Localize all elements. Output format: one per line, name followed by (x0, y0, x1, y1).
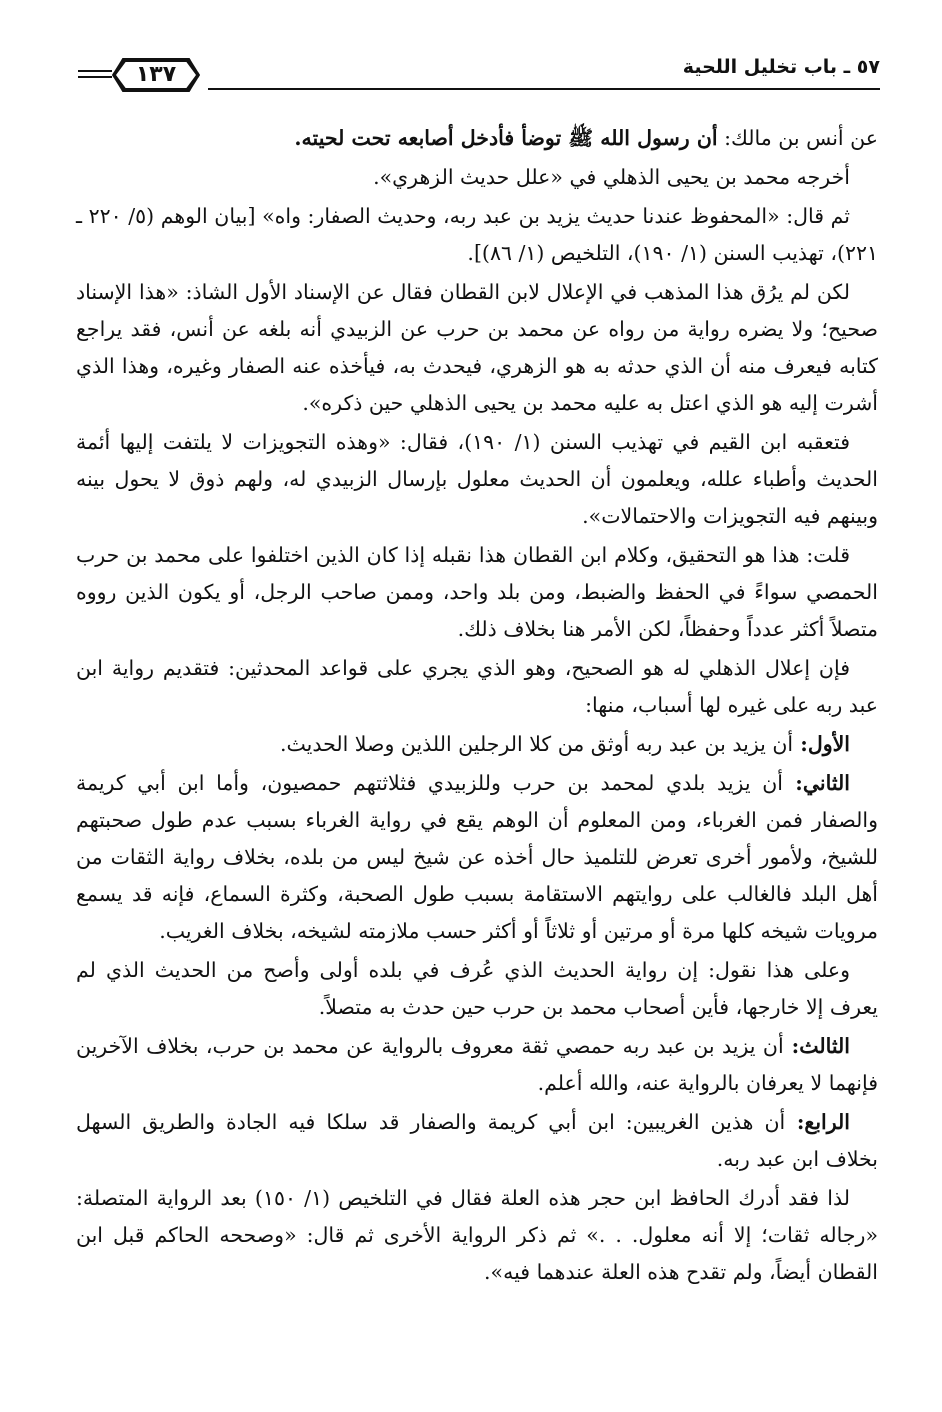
body-text: أن يزيد بن عبد ربه أوثق من كلا الرجلين اللذين وصلا الحديث. (280, 732, 794, 756)
paragraph (76, 1104, 878, 1178)
bold-text: أن رسول الله ﷺ توضأ فأدخل أصابعه تحت لحيته. (294, 126, 718, 150)
body-text: فتعقبه ابن القيم في تهذيب السنن (١/ ١٩٠)، فقال: «وهذه التجويزات لا يلتفت إليها أئمة الحديث وأطباء علله، ويعلمون أن الحديث معلول بإرسال الزبيدي له، ولهم ذوق لا يحول بينه وبينهم فيه التجويزات والاحتمالات». (76, 430, 878, 528)
bold-text: الأول: (793, 732, 850, 756)
paragraph (76, 274, 878, 422)
body-text: أخرجه محمد بن يحيى الذهلي في «علل حديث الزهري». (373, 165, 850, 189)
paragraph (76, 1028, 878, 1102)
body-text: لذا فقد أدرك الحافظ ابن حجر هذه العلة فقال في التلخيص (١/ ١٥٠) بعد الرواية المتصلة: «رجاله ثقات؛ إلا أنه معلول. . .» ثم ذكر الرواية الأخرى ثم قال: «وصححه الحاكم قبل ابن القطان أيضاً، ولم تقدح هذه العلة عندهما فيه». (76, 1186, 878, 1284)
page-number: ١٣٧ (135, 62, 177, 87)
paragraph (76, 765, 878, 950)
paragraph (76, 120, 878, 157)
paragraph (76, 952, 878, 1026)
paragraph (76, 650, 878, 724)
paragraph (76, 198, 878, 272)
paragraph (76, 726, 878, 763)
header-rule (208, 88, 880, 90)
page-body (76, 120, 878, 1291)
body-text: أن يزيد بلدي لمحمد بن حرب وللزبيدي فثلاثتهم حمصيون، وأما ابن أبي كريمة والصفار فمن الغرباء، ومن المعلوم أن الوهم يقع في رواية الغرباء بسبب عدم طول صحبتهم للشيخ، ولأمور أخرى تعرض للتلميذ حال أخذه عن شيخ ليس من بلده، بخلاف رواية الثقات من أهل البلد فالغالب على روايتهم الاستقامة بسبب طول الصحبة، وكثرة السماع، فإنه قد يسمع مرويات شيخه كلها مرة أو مرتين أو ثلاثاً أو أكثر حسب ملازمته لشيخه، بخلاف الغريب. (76, 771, 878, 943)
chapter-title: ٥٧ ـ باب تخليل اللحية (682, 56, 880, 78)
body-text: أن يزيد بن عبد ربه حمصي ثقة معروف بالرواية عن محمد بن حرب، بخلاف الآخرين فإنهما لا يعرفان بالرواية عنه، والله أعلم. (76, 1034, 878, 1095)
header-ornament-lines (78, 70, 112, 78)
paragraph (76, 1180, 878, 1291)
paragraph (76, 424, 878, 535)
body-text: ثم قال: «المحفوظ عندنا حديث يزيد بن عبد ربه، وحديث الصفار: واه» [بيان الوهم (٥/ ٢٢٠ ـ ٢٢١)، تهذيب السنن (١/ ١٩٠)، التلخيص (١/ ٨٦)]. (76, 204, 878, 265)
bold-text: الثاني: (782, 771, 850, 795)
paragraph (76, 537, 878, 648)
body-text: وعلى هذا نقول: إن رواية الحديث الذي عُرف في بلده أولى وأصح من الحديث الذي لم يعرف إلا خارجها، فأين أصحاب محمد بن حرب حين حدث به متصلاً. (76, 958, 878, 1019)
bold-text: الرابع: (785, 1110, 850, 1134)
body-text: عن أنس بن مالك: (717, 126, 878, 150)
body-text: فإن إعلال الذهلي له هو الصحيح، وهو الذي يجري على قواعد المحدثين: فتقديم رواية ابن عبد ربه على غيره لها أسباب، منها: (76, 656, 878, 717)
bold-text: الثالث: (783, 1034, 850, 1058)
body-text: أن هذين الغريبين: ابن أبي كريمة والصفار قد سلكا فيه الجادة والطريق السهل بخلاف ابن عبد ربه. (76, 1110, 878, 1171)
page-header (78, 52, 880, 98)
body-text: لكن لم يرُق هذا المذهب في الإعلال لابن القطان فقال عن الإسناد الأول الشاذ: «هذا الإسناد صحيح؛ ولا يضره رواية من رواه عن محمد بن حرب عن الزبيدي أنه بلغه عن أنس، فقد يراجع كتابه فيعرف منه أن الذي حدثه به هو الزهري، فيحدث به، فيأخذه عنه الصفار وغيره، وهذا الذي أشرت إليه هو الذي اعتل به عليه محمد بن يحيى الذهلي حين ذكره». (76, 280, 878, 415)
paragraph (76, 159, 878, 196)
body-text: قلت: هذا هو التحقيق، وكلام ابن القطان هذا نقبله إذا كان الذين اختلفوا على محمد بن حرب الحمصي سواءً في الحفظ والضبط، ومن بلد واحد، وممن صاحب الرجل، أو يكون الذين رووه متصلاً أكثر عدداً وحفظاً، لكن الأمر هنا بخلاف ذلك. (76, 543, 878, 641)
